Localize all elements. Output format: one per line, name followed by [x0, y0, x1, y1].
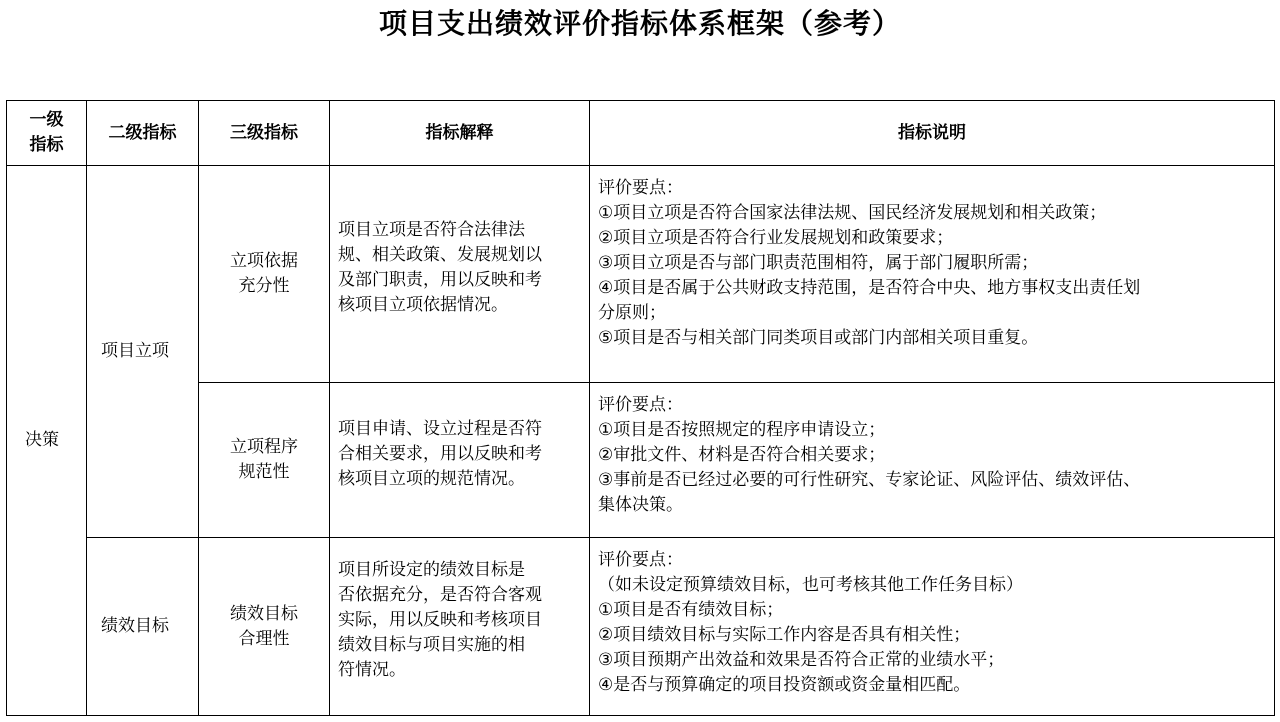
- level3-line: 绩效目标: [230, 603, 298, 624]
- level3-line: 立项程序: [230, 437, 298, 457]
- explain-line: 项目申请、设立过程是否符: [338, 419, 542, 439]
- header-desc: 指标说明: [590, 101, 1275, 166]
- explain-line: 及部门职责，用以反映和考: [338, 270, 542, 290]
- desc-line: ③项目预期产出效益和效果是否符合正常的业绩水平；: [598, 650, 1005, 670]
- desc-line: ②项目绩效目标与实际工作内容是否具有相关性；: [598, 625, 971, 645]
- desc-line: ⑤项目是否与相关部门同类项目或部门内部相关项目重复。: [598, 328, 1039, 348]
- level3-line: 规范性: [238, 462, 290, 482]
- explain-cell: [330, 166, 590, 383]
- level3-cell: [199, 538, 330, 716]
- desc-line: （如未设定预算绩效目标，也可考核其他工作任务目标）: [598, 575, 1023, 595]
- header-level1: [7, 101, 87, 166]
- desc-line: ④项目是否属于公共财政支持范围，是否符合中央、地方事权支出责任划: [598, 278, 1141, 298]
- level3-cell: [199, 166, 330, 383]
- explain-line: 项目立项是否符合法律法: [338, 220, 525, 240]
- desc-line: ②审批文件、材料是否符合相关要求；: [598, 445, 886, 465]
- header-level2: 二级指标: [87, 101, 199, 166]
- level3-cell: [199, 383, 330, 538]
- level2-cell-performance-goal: 绩效目标: [87, 538, 199, 716]
- desc-line: ②项目立项是否符合行业发展规划和政策要求；: [598, 228, 954, 248]
- indicator-table: [6, 100, 1275, 716]
- desc-line: ①项目是否按照规定的程序申请设立；: [598, 420, 886, 440]
- desc-line: ①项目立项是否符合国家法律法规、国民经济发展规划和相关政策；: [598, 203, 1107, 223]
- level3-line: 合理性: [238, 628, 290, 649]
- header-row: [7, 101, 1275, 166]
- explain-line: 绩效目标与项目实施的相: [338, 635, 525, 655]
- explain-line: 否依据充分，是否符合客观: [338, 585, 542, 605]
- explain-cell: [330, 383, 590, 538]
- desc-line: 集体决策。: [598, 495, 683, 515]
- explain-line: 实际，用以反映和考核项目: [338, 610, 542, 630]
- desc-line: ④是否与预算确定的项目投资额或资金量相匹配。: [598, 675, 971, 695]
- desc-cell: [590, 538, 1275, 716]
- table-row: [7, 538, 1275, 716]
- header-level1-line1: 一级: [29, 110, 64, 130]
- level2-cell-project-setup: 项目立项: [87, 166, 199, 538]
- explain-line: 合相关要求，用以反映和考: [338, 444, 542, 464]
- explain-line: 规、相关政策、发展规划以: [338, 245, 542, 265]
- explain-line: 项目所设定的绩效目标是: [338, 560, 525, 580]
- explain-line: 符情况。: [338, 660, 406, 680]
- explain-line: 核项目立项的规范情况。: [338, 469, 525, 489]
- header-level3: 三级指标: [199, 101, 330, 166]
- level3-line: 立项依据: [230, 251, 298, 271]
- header-level1-line2: 指标: [29, 135, 64, 155]
- table-row: [7, 166, 1275, 383]
- desc-line: ③项目立项是否与部门职责范围相符，属于部门履职所需；: [598, 253, 1039, 273]
- desc-cell: [590, 383, 1275, 538]
- explain-cell: [330, 538, 590, 716]
- desc-cell: [590, 166, 1275, 383]
- desc-line: ①项目是否有绩效目标；: [598, 600, 784, 620]
- desc-line: 评价要点：: [598, 178, 683, 198]
- header-explain: 指标解释: [330, 101, 590, 166]
- level3-line: 充分性: [238, 276, 290, 296]
- desc-line: 评价要点：: [598, 550, 683, 570]
- page-title: 项目支出绩效评价指标体系框架（参考）: [378, 7, 901, 40]
- desc-line: ③事前是否已经过必要的可行性研究、专家论证、风险评估、绩效评估、: [598, 470, 1141, 490]
- level1-cell: 决策: [7, 166, 87, 716]
- desc-line: 评价要点：: [598, 395, 683, 415]
- desc-line: 分原则；: [598, 303, 666, 323]
- explain-line: 核项目立项依据情况。: [338, 295, 508, 315]
